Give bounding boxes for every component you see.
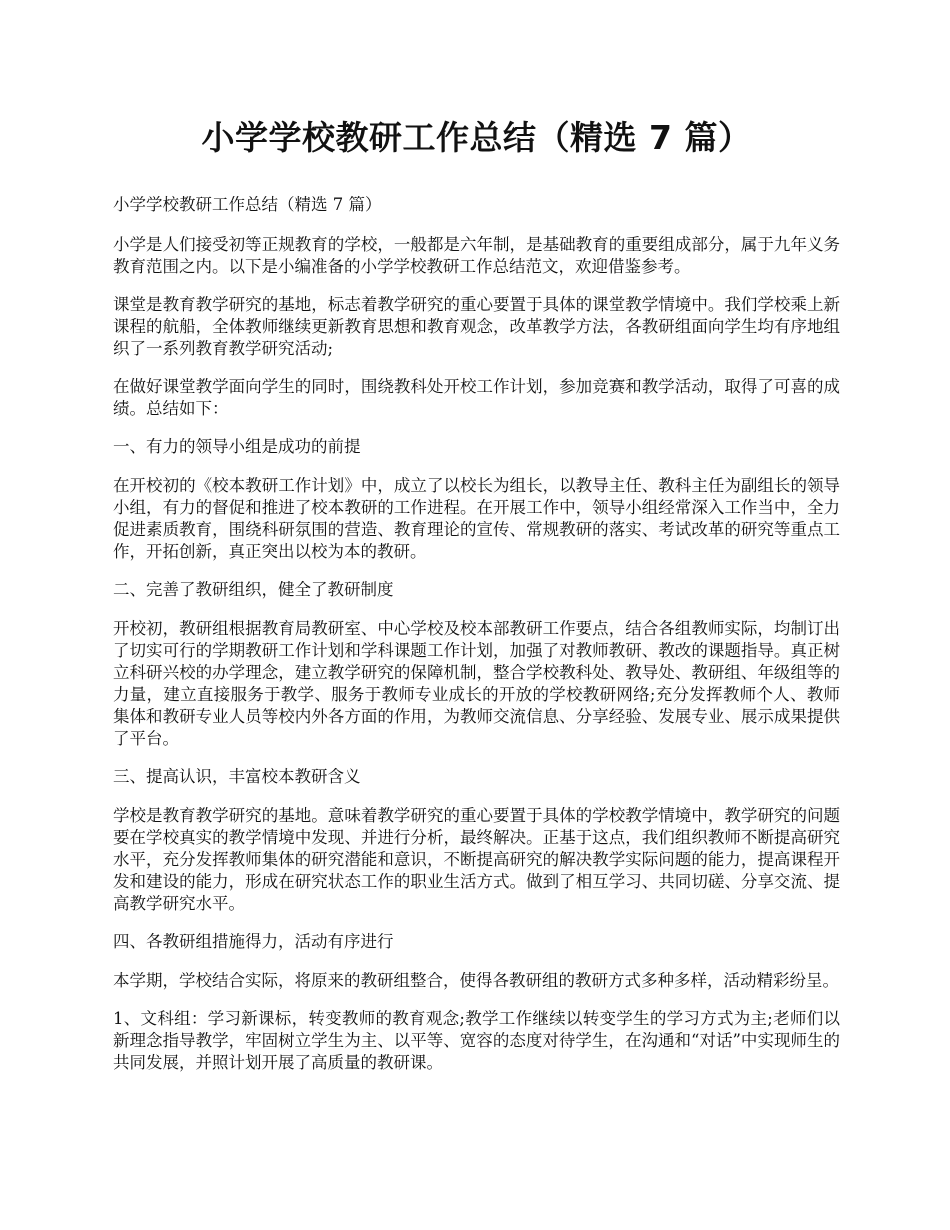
section-1-paragraph: 在开校初的《校本教研工作计划》中，成立了以校长为组长，以教导主任、教科主任为副组长的领导小组，有力的督促和推进了校本教研的工作进程。在开展工作中，领导小组经常深入工作当中，全力促进素质教育，围绕科研氛围的营造、教育理论的宣传、常规教研的落实、考试改革的研究等重点工作，开拓创新，真正突出以校为本的教研。: [113, 476, 840, 561]
classroom-paragraph: 课堂是教育教学研究的基地，标志着教学研究的重心要置于具体的课堂教学情境中。我们学校乘上新课程的航船，全体教师继续更新教育思想和教育观念，改革教学方法，各教研组面向学生均有序地组织了一系列教育教学研究活动;: [113, 295, 840, 358]
section-heading-2: 二、完善了教研组织，健全了教研制度: [113, 580, 394, 599]
section-3-paragraph: 学校是教育教学研究的基地。意味着教学研究的重心要置于具体的学校教学情境中，教学研究的问题要在学校真实的教学情境中发现、并进行分析，最终解决。正基于这点，我们组织教师不断提高研究水平，充分发挥教师集体的研究潜能和意识，不断提高研究的解决教学实际问题的能力，提高课程开发和建设的能力，形成在研究状态工作的职业生活方式。做到了相互学习、共同切磋、分享交流、提高教学研究水平。: [113, 806, 840, 913]
liberal-arts-group-paragraph: 1、文科组：学习新课标，转变教师的教育观念;教学工作继续以转变学生的学习方式为主;老师们以新理念指导教学，牢固树立学生为主、以平等、宽容的态度对待学生，在沟通和“对话”中实现师生的共同发展，并照计划开展了高质量的教研课。: [113, 1009, 840, 1072]
section-4-paragraph: 本学期，学校结合实际，将原来的教研组整合，使得各教研组的教研方式多种多样，活动精彩纷呈。: [113, 971, 839, 990]
section-2-paragraph: 开校初，教研组根据教育局教研室、中心学校及校本部教研工作要点，结合各组教师实际，均制订出了切实可行的学期教研工作计划和学科课题工作计划，加强了对教师教研、教改的课题指导。真正树立科研兴校的办学理念，建立教学研究的保障机制，整合学校教科处、教导处、教研组、年级组等的力量，建立直接服务于教学、服务于教师专业成长的开放的学校教研网络;充分发挥教师个人、教师集体和教研专业人员等校内外各方面的作用，为教师交流信息、分享经验、发展专业、展示成果提供了平台。: [113, 619, 840, 748]
section-heading-1: 一、有力的领导小组是成功的前提: [113, 437, 361, 456]
document-subtitle: 小学学校教研工作总结（精选 7 篇）: [113, 195, 382, 214]
section-heading-4: 四、各教研组措施得力，活动有序进行: [113, 932, 394, 951]
section-heading-3: 三、提高认识，丰富校本教研含义: [113, 767, 361, 786]
document-title: 小学学校教研工作总结（精选 7 篇）: [201, 118, 752, 157]
intro-paragraph: 小学是人们接受初等正规教育的学校，一般都是六年制，是基础教育的重要组成部分，属于九年义务教育范围之内。以下是小编准备的小学学校教研工作总结范文，欢迎借鉴参考。: [113, 235, 840, 276]
summary-intro-paragraph: 在做好课堂教学面向学生的同时，围绕教科处开校工作计划，参加竞赛和教学活动，取得了可喜的成绩。总结如下：: [113, 377, 840, 418]
